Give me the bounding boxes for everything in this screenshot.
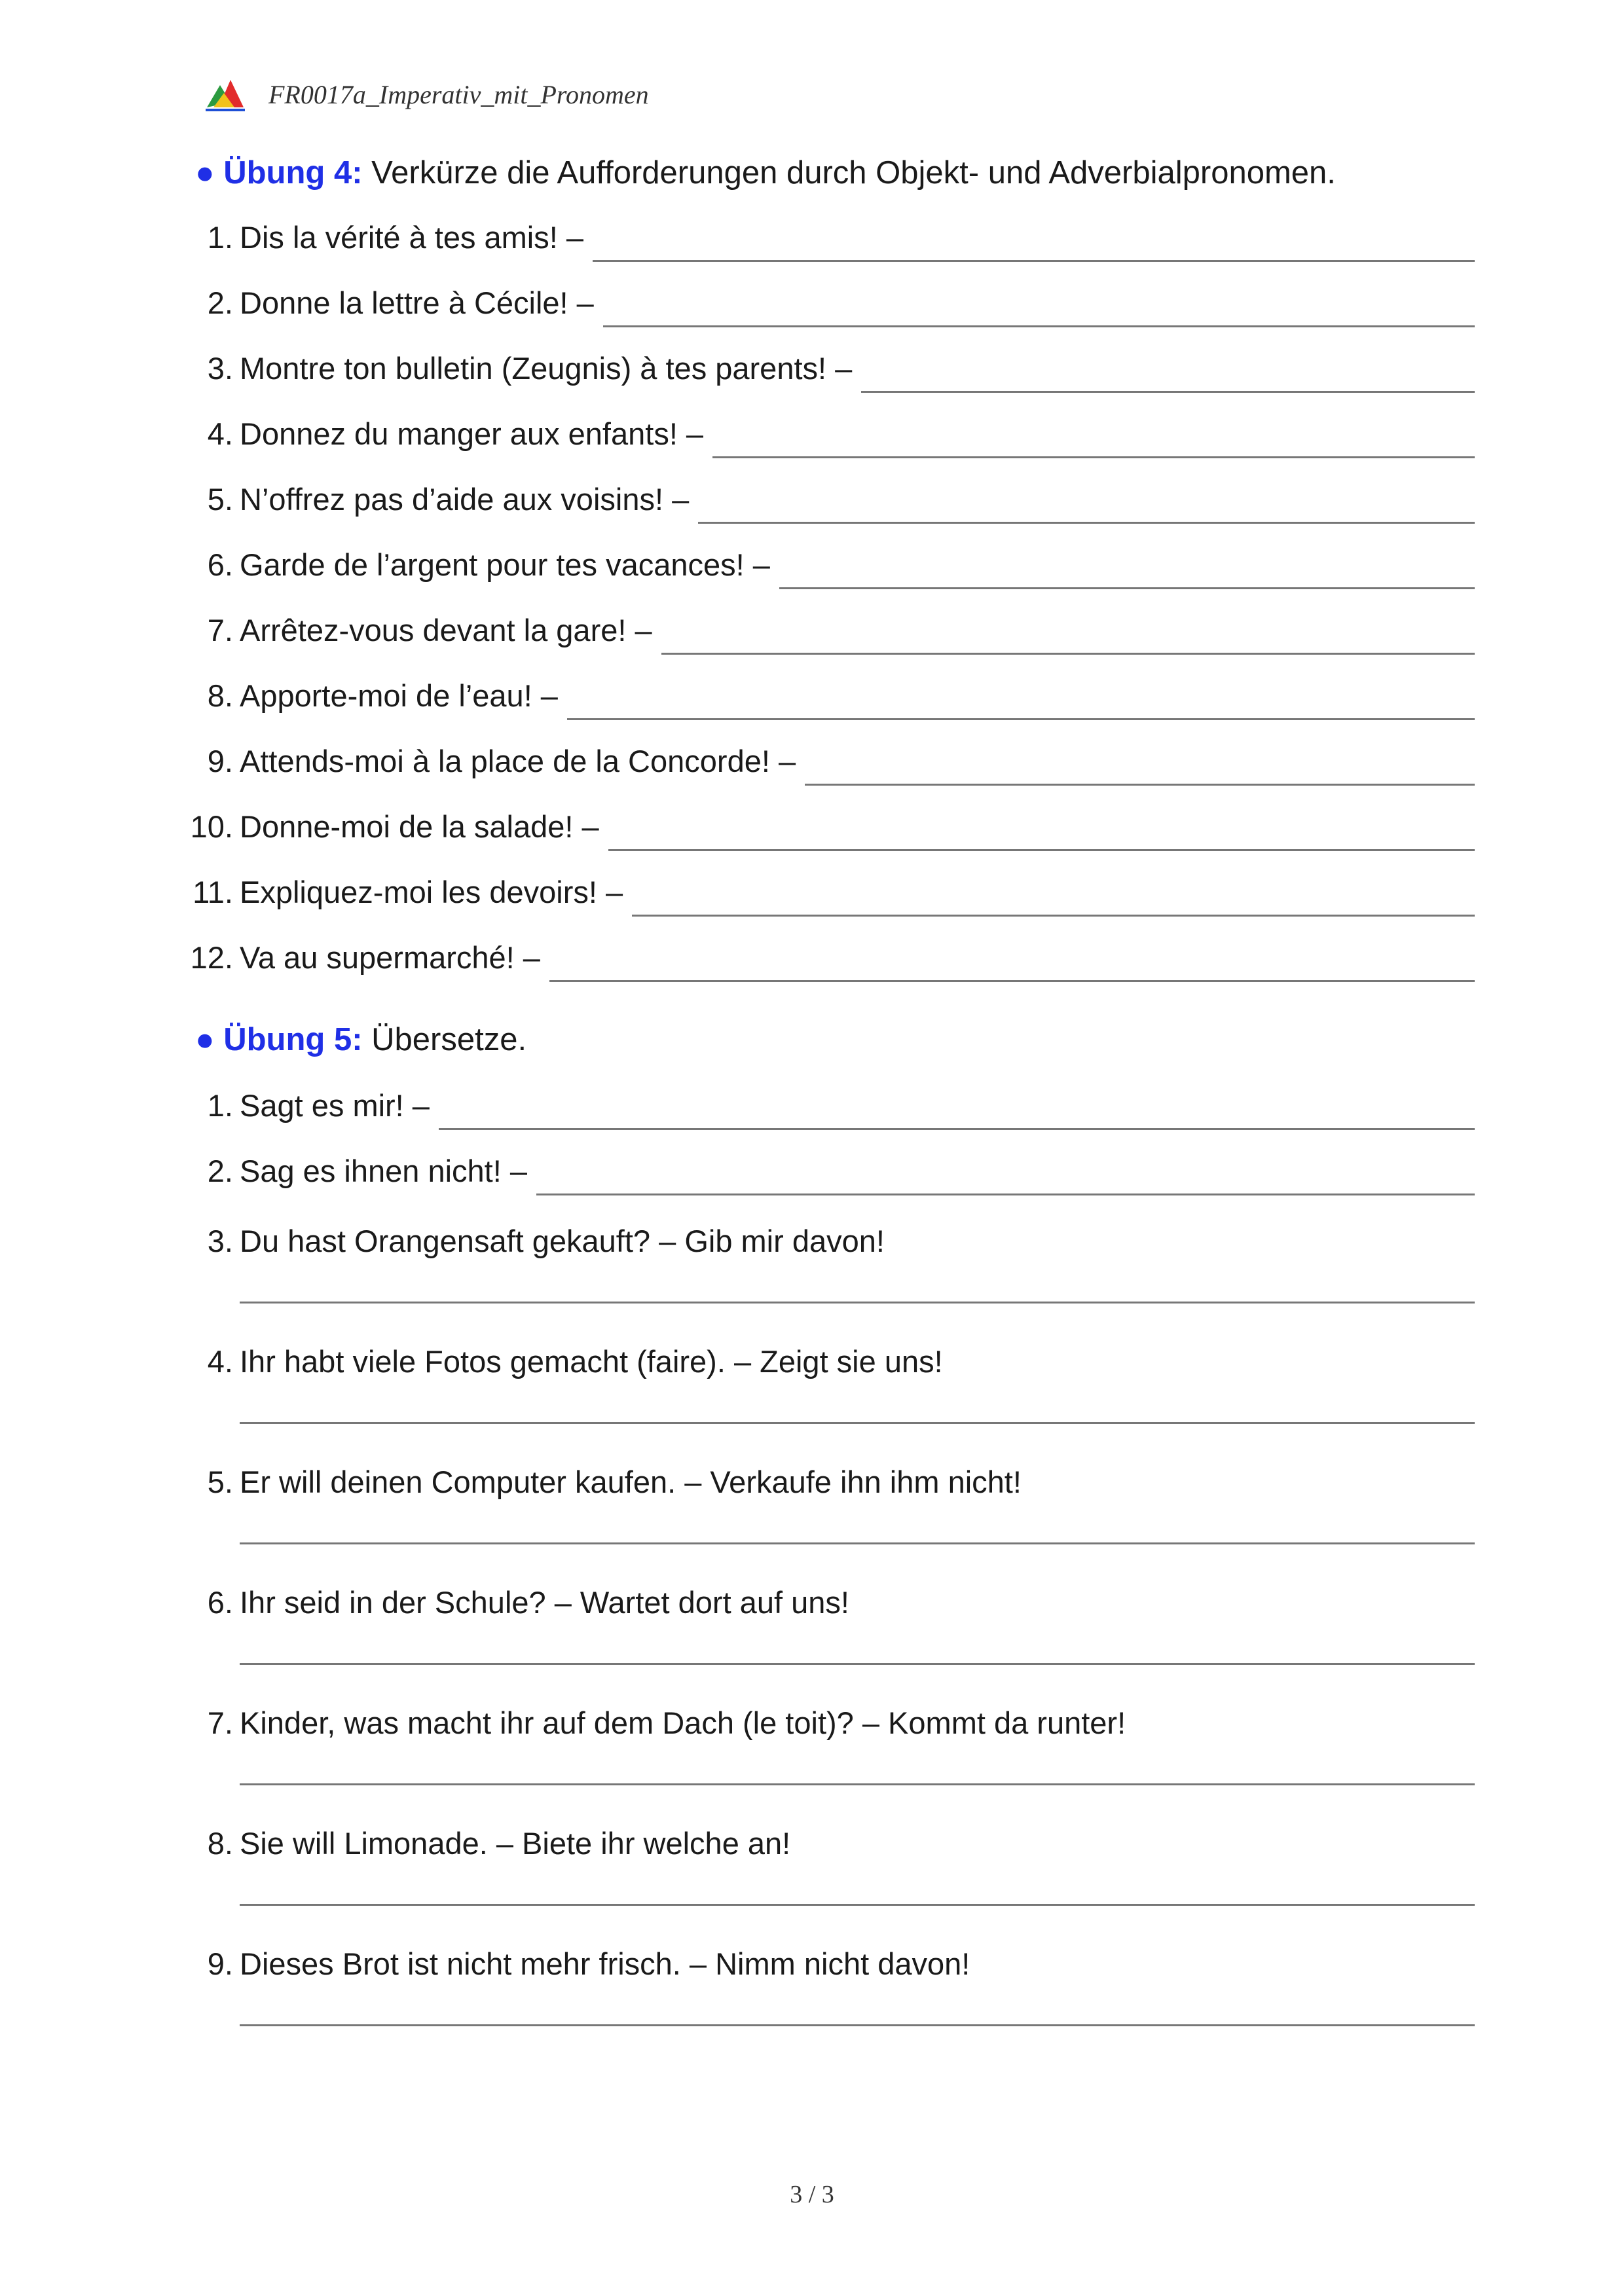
exercise-4-item: 2. Donne la lettre à Cécile! – (0, 284, 1475, 330)
exercise-4-item: 8. Apporte-moi de l’eau! – (0, 677, 1475, 723)
exercise-4-instruction: Verkürze die Aufforderungen durch Objekt- und Adverbialpronomen. (371, 155, 1336, 191)
answer-line[interactable] (549, 980, 1475, 982)
exercise-5-item: 6. Ihr seid in der Schule? – Wartet dort auf uns! (0, 1587, 1475, 1618)
document-title: FR0017a_Imperativ_mit_Pronomen (268, 79, 649, 109)
answer-line[interactable] (608, 849, 1475, 851)
exercise-5-item: 8. Sie will Limonade. – Biete ihr welche an! (0, 1828, 1475, 1859)
answer-line[interactable] (240, 1302, 1475, 1303)
exercise-5-instruction: Übersetze. (371, 1022, 527, 1057)
exercise-4-item: 3. Montre ton bulletin (Zeugnis) à tes parents! – (0, 350, 1475, 395)
answer-line[interactable] (439, 1128, 1475, 1130)
mountain-logo-icon (204, 76, 246, 113)
exercise-4-heading (195, 155, 1336, 191)
answer-line[interactable] (567, 718, 1475, 720)
answer-line[interactable] (240, 1663, 1475, 1665)
exercise-5-item: 4. Ihr habt viele Fotos gemacht (faire). – Zeigt sie uns! (0, 1346, 1475, 1377)
exercise-5-item: 2. Sag es ihnen nicht! – (0, 1152, 1475, 1198)
answer-line[interactable] (593, 260, 1475, 262)
exercise-5-item: 5. Er will deinen Computer kaufen. – Verkaufe ihn ihm nicht! (0, 1467, 1475, 1497)
answer-line[interactable] (240, 1542, 1475, 1544)
answer-line[interactable] (712, 456, 1475, 458)
answer-line[interactable] (240, 1783, 1475, 1785)
exercise-4-item: 12. Va au supermarché! – (0, 939, 1475, 985)
exercise-4-item: 4. Donnez du manger aux enfants! – (0, 415, 1475, 461)
exercise-4-item: 11. Expliquez-moi les devoirs! – (0, 873, 1475, 919)
exercise-4-label: Übung 4: (223, 155, 363, 191)
answer-line[interactable] (861, 391, 1475, 393)
answer-line[interactable] (698, 522, 1475, 524)
exercise-4-item: 5. N’offrez pas d’aide aux voisins! – (0, 481, 1475, 526)
answer-line[interactable] (240, 2024, 1475, 2026)
exercise-4-item: 1. Dis la vérité à tes amis! – (0, 219, 1475, 264)
answer-line[interactable] (240, 1904, 1475, 1906)
answer-line[interactable] (240, 1422, 1475, 1424)
bullet-icon: ● (195, 155, 215, 191)
exercise-4-item: 6. Garde de l’argent pour tes vacances! – (0, 546, 1475, 592)
exercise-5-item: 1. Sagt es mir! – (0, 1087, 1475, 1133)
page-number: 3 / 3 (790, 2181, 834, 2208)
answer-line[interactable] (603, 325, 1475, 327)
exercise-5-item: 3. Du hast Orangensaft gekauft? – Gib mir davon! (0, 1226, 1475, 1256)
answer-line[interactable] (661, 653, 1475, 655)
answer-line[interactable] (632, 915, 1475, 917)
exercise-4-item: 7. Arrêtez-vous devant la gare! – (0, 611, 1475, 657)
answer-line[interactable] (805, 784, 1475, 786)
exercise-5-heading (195, 1021, 526, 1058)
answer-line[interactable] (779, 587, 1475, 589)
page-header (204, 73, 649, 115)
bullet-icon: ● (195, 1022, 215, 1057)
exercise-4-item: 9. Attends-moi à la place de la Concorde! – (0, 742, 1475, 788)
exercise-5-label: Übung 5: (223, 1022, 363, 1057)
answer-line[interactable] (536, 1194, 1475, 1195)
exercise-5-item: 7. Kinder, was macht ihr auf dem Dach (le toit)? – Kommt da runter! (0, 1707, 1475, 1738)
exercise-5-item: 9. Dieses Brot ist nicht mehr frisch. – Nimm nicht davon! (0, 1948, 1475, 1979)
exercise-4-item: 10. Donne-moi de la salade! – (0, 808, 1475, 854)
